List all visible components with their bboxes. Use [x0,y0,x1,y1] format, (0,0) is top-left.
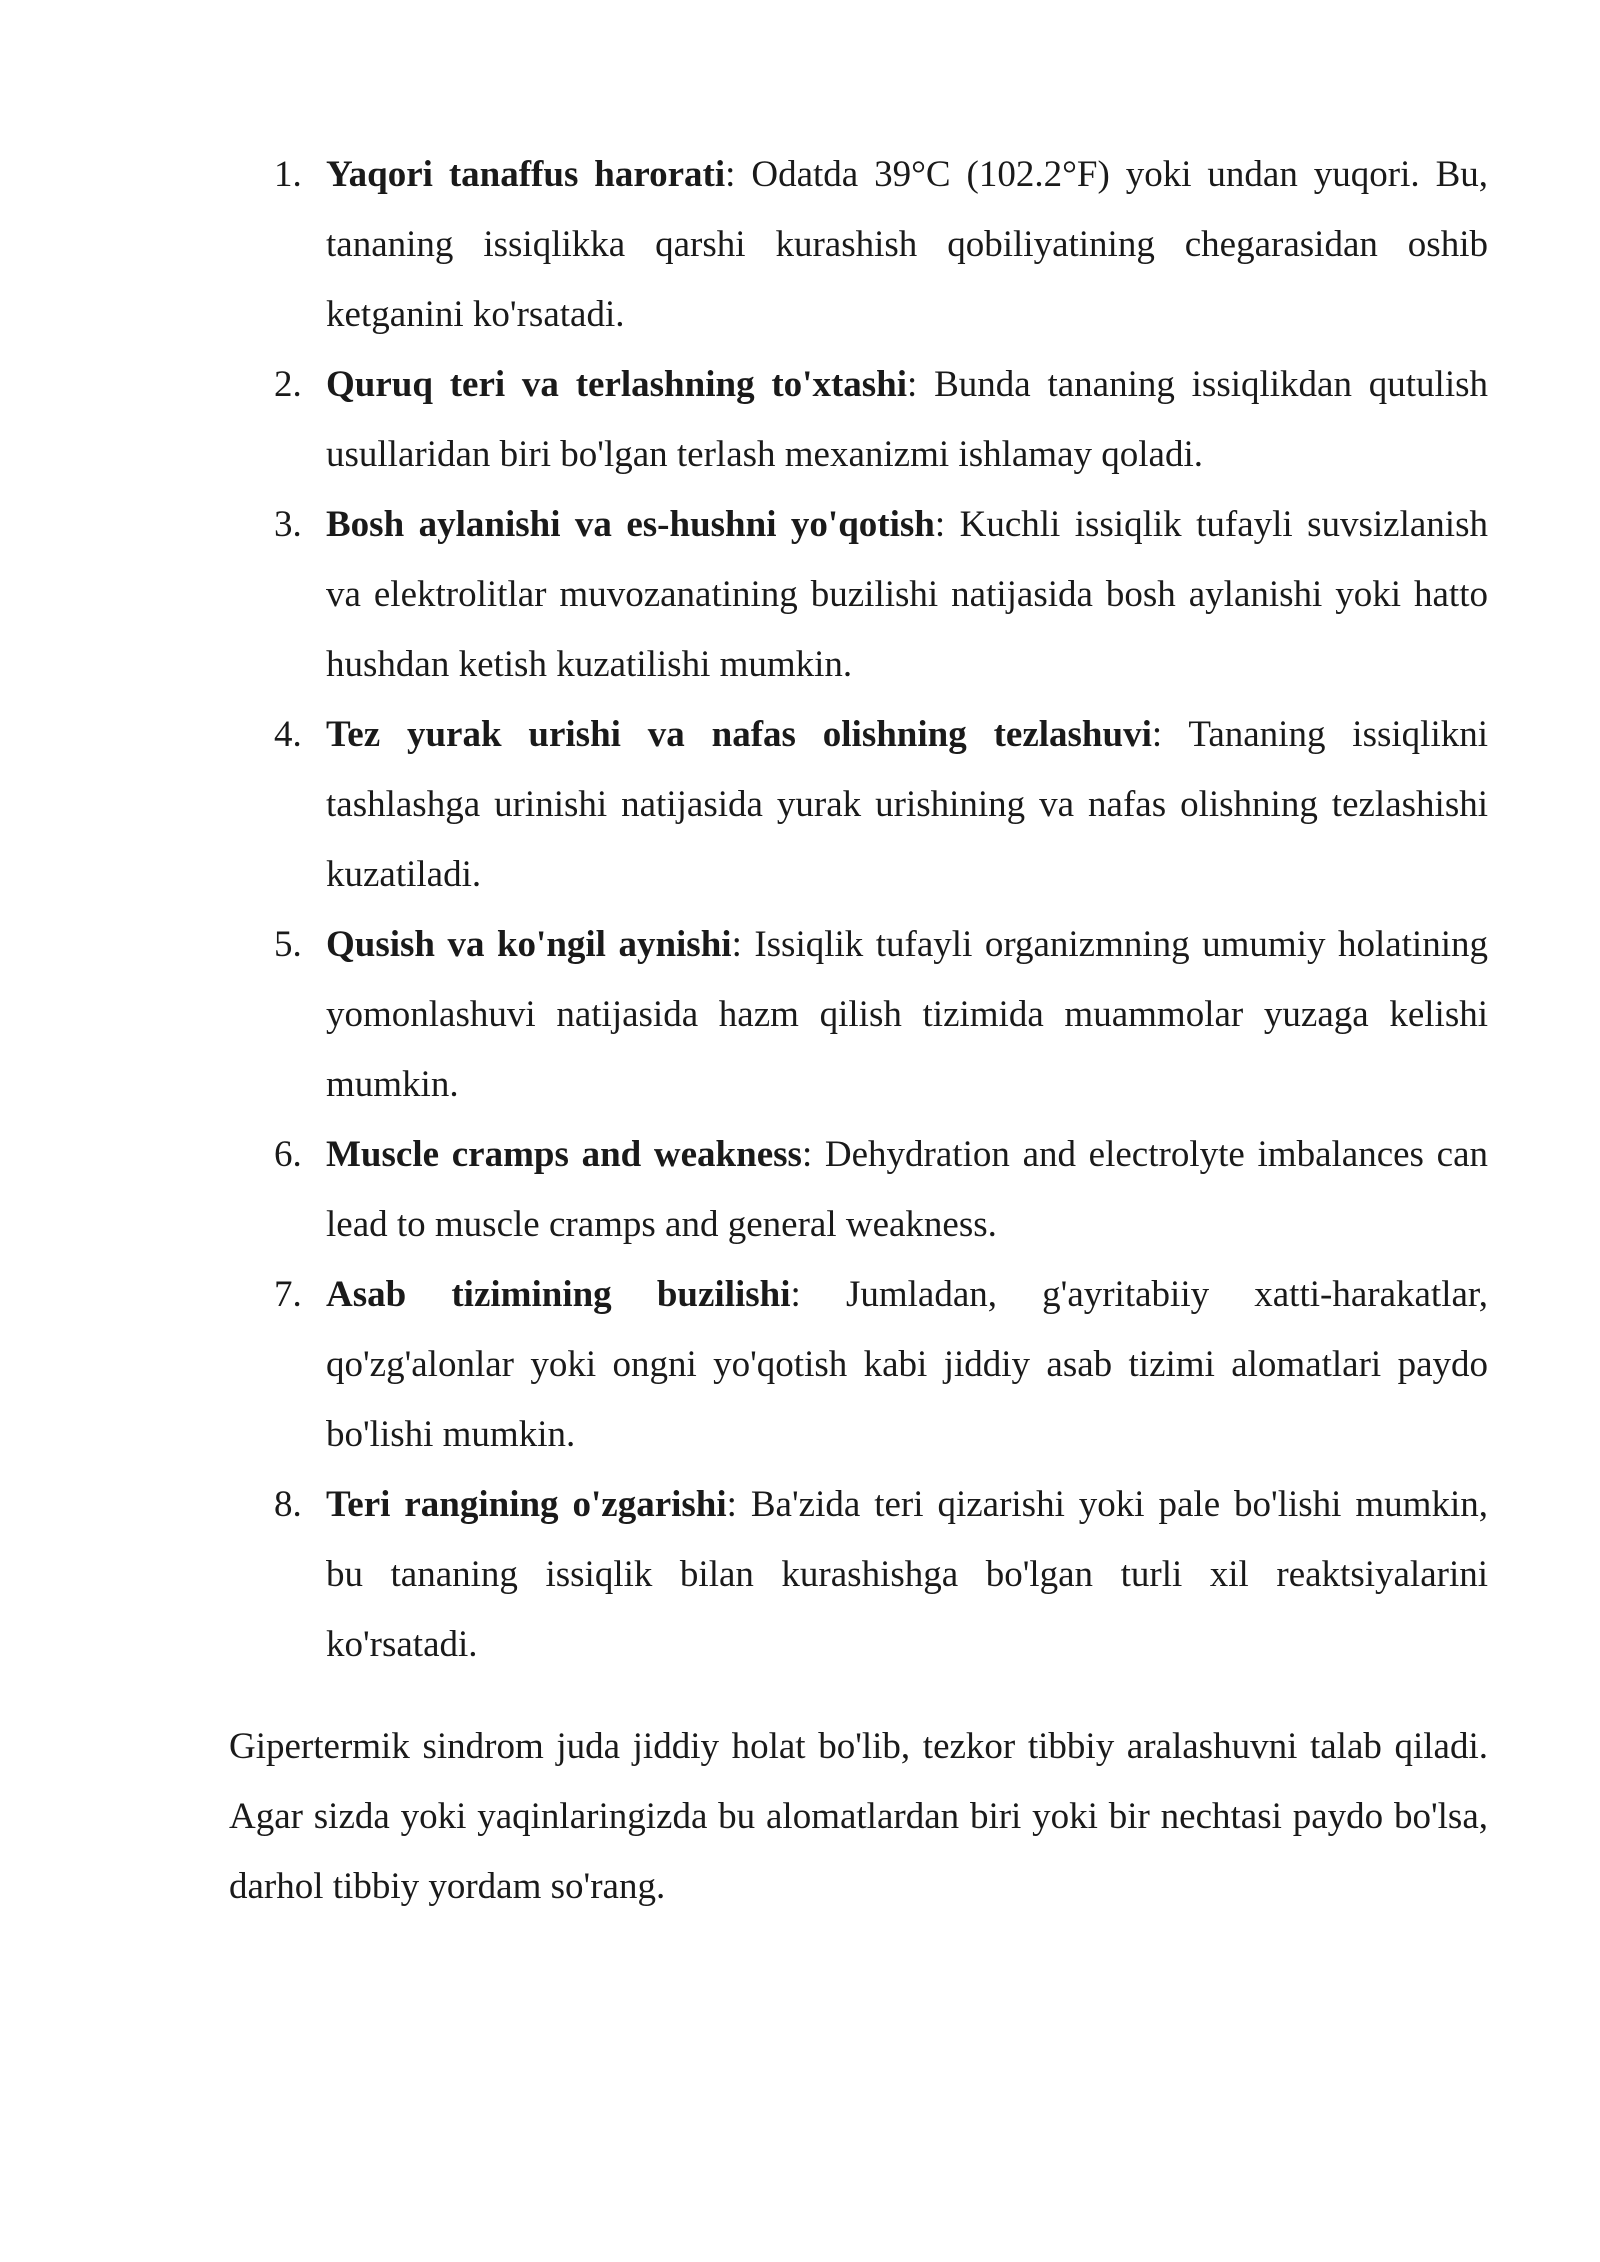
list-item [262,910,1488,1120]
symptom-term: Teri rangining o'zgarishi [326,1484,727,1525]
symptom-term: Asab tizimining buzilishi [326,1274,791,1315]
list-item-number: 2. [274,364,302,405]
list-item [262,1470,1488,1680]
symptom-term: Yaqori tanaffus harorati [326,154,726,195]
closing-paragraph: Gipertermik sindrom juda jiddiy holat bo'lib, tezkor tibbiy aralashuvni talab qiladi. Agar sizda yoki yaqinlaringizda bu alomatlardan biri yoki bir nechtasi paydo bo'lsa, darhol tibbiy yordam so'rang. [229,1726,1488,1907]
term-separator: : [731,924,742,965]
list-item [262,490,1488,700]
symptom-description: Jumladan, g'ayritabiiy xatti-harakatlar, qo'zg'alonlar yoki ongni yo'qotish kabi jiddiy asab tizimi alomatlari paydo bo'lishi mumkin. [326,1274,1488,1455]
symptom-term: Muscle cramps and weakness [326,1134,802,1175]
term-separator: : [1151,714,1163,755]
list-item-number: 8. [274,1484,302,1525]
symptom-description: Tananing issiqlikni tashlashga urinishi natijasida yurak urishining va nafas olishning tezlashishi kuzatiladi. [326,714,1488,895]
list-item-number: 7. [274,1274,302,1315]
term-separator: : [934,504,946,545]
symptom-term: Bosh aylanishi va es-hushni yo'qotish [326,504,935,545]
list-item-number: 4. [274,714,302,755]
list-item-number: 6. [274,1134,302,1175]
term-separator: : [907,364,918,405]
symptom-description: Odatda 39°C (102.2°F) yoki undan yuqori. Bu, tananing issiqlikka qarshi kurashish qobiliyatining chegarasidan oshib ketganini ko'rsatadi. [326,154,1488,335]
symptom-description: Issiqlik tufayli organizmning umumiy holatining yomonlashuvi natijasida hazm qilish tizimida muammolar yuzaga kelishi mumkin. [326,924,1488,1105]
list-item [262,140,1488,350]
list-item [262,350,1488,490]
list-item [262,1120,1488,1260]
list-item [262,1260,1488,1470]
term-separator: : [726,1484,737,1525]
symptom-description: Ba'zida teri qizarishi yoki pale bo'lishi mumkin, bu tananing issiqlik bilan kurashishga bo'lgan turli xil reaktsiyalarini ko'rsatadi. [326,1484,1488,1665]
list-item-number: 5. [274,924,302,965]
term-separator: : [790,1274,801,1315]
symptom-term: Tez yurak urishi va nafas olishning tezlashuvi [326,714,1152,755]
term-separator: : [801,1134,813,1175]
term-separator: : [725,154,736,195]
list-item-number: 1. [274,154,302,195]
symptom-term: Qusish va ko'ngil aynishi [326,924,732,965]
symptom-description: Kuchli issiqlik tufayli suvsizlanish va elektrolitlar muvozanatining buzilishi natijasida bosh aylanishi yoki hatto hushdan ketish kuzatilishi mumkin. [326,504,1488,685]
symptom-term: Quruq teri va terlashning to'xtashi [326,364,908,405]
list-item-number: 3. [274,504,302,545]
symptom-description: Dehydration and electrolyte imbalances can lead to muscle cramps and general weakness. [326,1134,1488,1245]
list-item [262,700,1488,910]
symptom-description: Bunda tananing issiqlikdan qutulish usullaridan biri bo'lgan terlash mexanizmi ishlamay qoladi. [326,364,1488,475]
symptom-list [262,140,1488,1680]
